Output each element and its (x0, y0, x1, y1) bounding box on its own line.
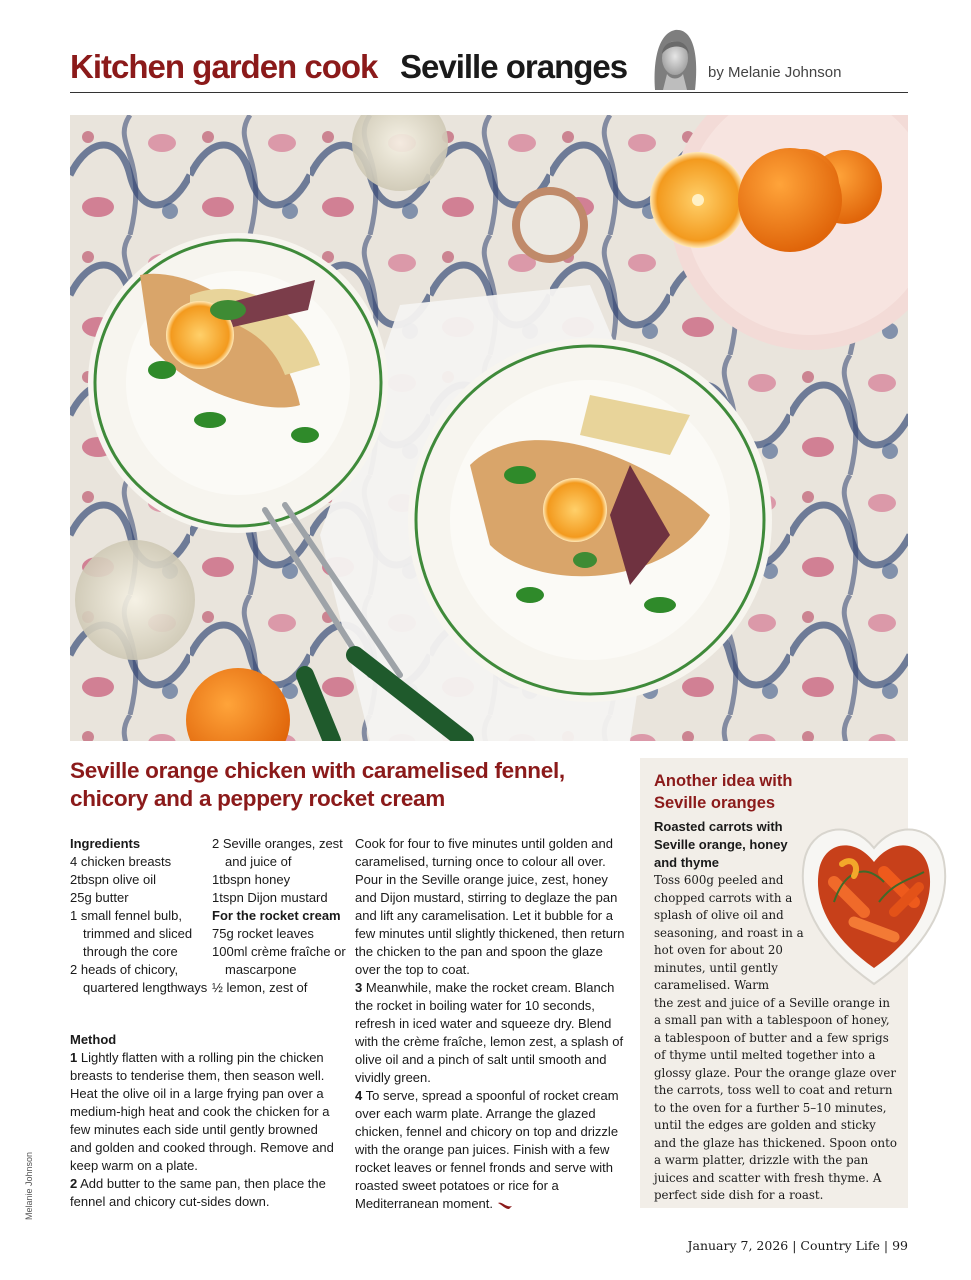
page-footer: January 7, 2026 | Country Life | 99 (687, 1238, 908, 1253)
method-column-continued (355, 835, 627, 1213)
ingredient-item: 4 chicken breasts (70, 854, 172, 869)
recipe-title: Seville orange chicken with caramelised fennel, chicory and a peppery rocket cream (70, 758, 565, 811)
author-portrait (645, 24, 703, 90)
ingredient-item: 1tspn Dijon mustard (212, 890, 328, 905)
method-step-4 (355, 1087, 627, 1213)
page-title: Seville oranges (400, 48, 628, 85)
method-column (70, 1031, 340, 1211)
hero-photo (70, 115, 908, 741)
step-text: Lightly flatten with a rolling pin the chicken breasts to tenderise them, then season well. Heat the olive oil in a large frying pan over a medium-high heat and cook the chicken for a few minutes each side until gently browned and golden and cooked through. Remove and keep warm on a plate. (70, 1050, 334, 1173)
method-heading: Method (70, 1032, 117, 1047)
step-number: 2 (70, 1176, 78, 1191)
ingredient-item: 2 heads of chicory, quartered lengthways (70, 962, 208, 995)
step-number: 3 (355, 980, 363, 995)
section-kicker: Kitchen garden cook (70, 48, 378, 85)
ingredients-column-2 (212, 835, 348, 997)
photo-credit (24, 1130, 40, 1220)
step-text: Add butter to the same pan, then place the fennel and chicory cut-sides down. (70, 1176, 326, 1209)
step-text: To serve, spread a spoonful of rocket cream over each warm plate. Arrange the glazed chicken, fennel and chicory on top and drizzle with the orange pan juices. Finish with a few rocket leaves or fennel fronds and serve with roasted sweet potatoes or rice for a Mediterranean moment. (355, 1088, 619, 1211)
sidebar-another-idea (640, 758, 908, 1208)
end-mark-icon (497, 1200, 513, 1210)
sidebar-body (654, 872, 899, 1205)
ingredient-item: 1 small fennel bulb, trimmed and sliced through the core (70, 908, 193, 959)
sidebar-body-text: the zest and juice of a Seville orange in a small pan with a tablespoon of honey, a tablespoon of butter and a few sprigs of thyme until melted together into a glossy glaze. Pour the orange glaze over the carrots, toss well to coat and return to the oven for a further 5–10 minutes, until the edges are golden and sticky and the glaze has thickened. Spoon onto a warm platter, drizzle with the pan juices and scatter with fresh thyme. A perfect side dish for a roast. (654, 995, 897, 1202)
sidebar-title: Another idea with Seville oranges (654, 772, 793, 812)
sidebar-body-text: Toss 600g peeled and chopped carrots with a splash of olive oil and seasoning, and roast in a hot oven for about 20 minutes, until gently caramelised. Warm (654, 873, 804, 992)
step-number: 1 (70, 1050, 78, 1065)
photo-credit-text: Melanie Johnson (24, 1151, 34, 1220)
page-header (70, 20, 908, 93)
step-number: 4 (355, 1088, 363, 1103)
rocket-cream-heading: For the rocket cream (212, 908, 341, 923)
ingredients-column-1 (70, 835, 210, 997)
ingredient-item: ½ lemon, zest of (212, 980, 308, 995)
method-step-2-continued: Cook for four to five minutes until golden and caramelised, turning once to colour all over. Pour in the Seville orange juice, zest, honey and Dijon mustard, stirring to deglaze the pan and lift any caramelisation. Let it bubble for a few minutes until slightly thickened, then return the chicken to the pan and spoon the glaze over the top to coat. (355, 836, 625, 977)
sidebar-subtitle: Roasted carrots with Seville orange, honey and thyme (654, 819, 788, 870)
ingredient-item: 100ml crème fraîche or mascarpone (212, 944, 346, 977)
ingredient-item: 75g rocket leaves (212, 926, 314, 941)
ingredient-item: 1tbspn honey (212, 872, 291, 887)
ingredient-item: 2 Seville oranges, zest and juice of (212, 836, 343, 869)
method-step-2 (70, 1175, 340, 1211)
ingredient-item: 25g butter (70, 890, 129, 905)
ingredient-item: 2tbspn olive oil (70, 872, 156, 887)
ingredients-heading: Ingredients (70, 836, 141, 851)
method-step-1 (70, 1049, 340, 1175)
method-step-3 (355, 979, 627, 1087)
byline: by Melanie Johnson (708, 64, 842, 81)
step-text: Meanwhile, make the rocket cream. Blanch the rocket in boiling water for 10 seconds, refresh in iced water and squeeze dry. Blend with the crème fraîche, lemon zest, a splash of olive oil and a pinch of salt until smooth and vividly green. (355, 980, 624, 1085)
